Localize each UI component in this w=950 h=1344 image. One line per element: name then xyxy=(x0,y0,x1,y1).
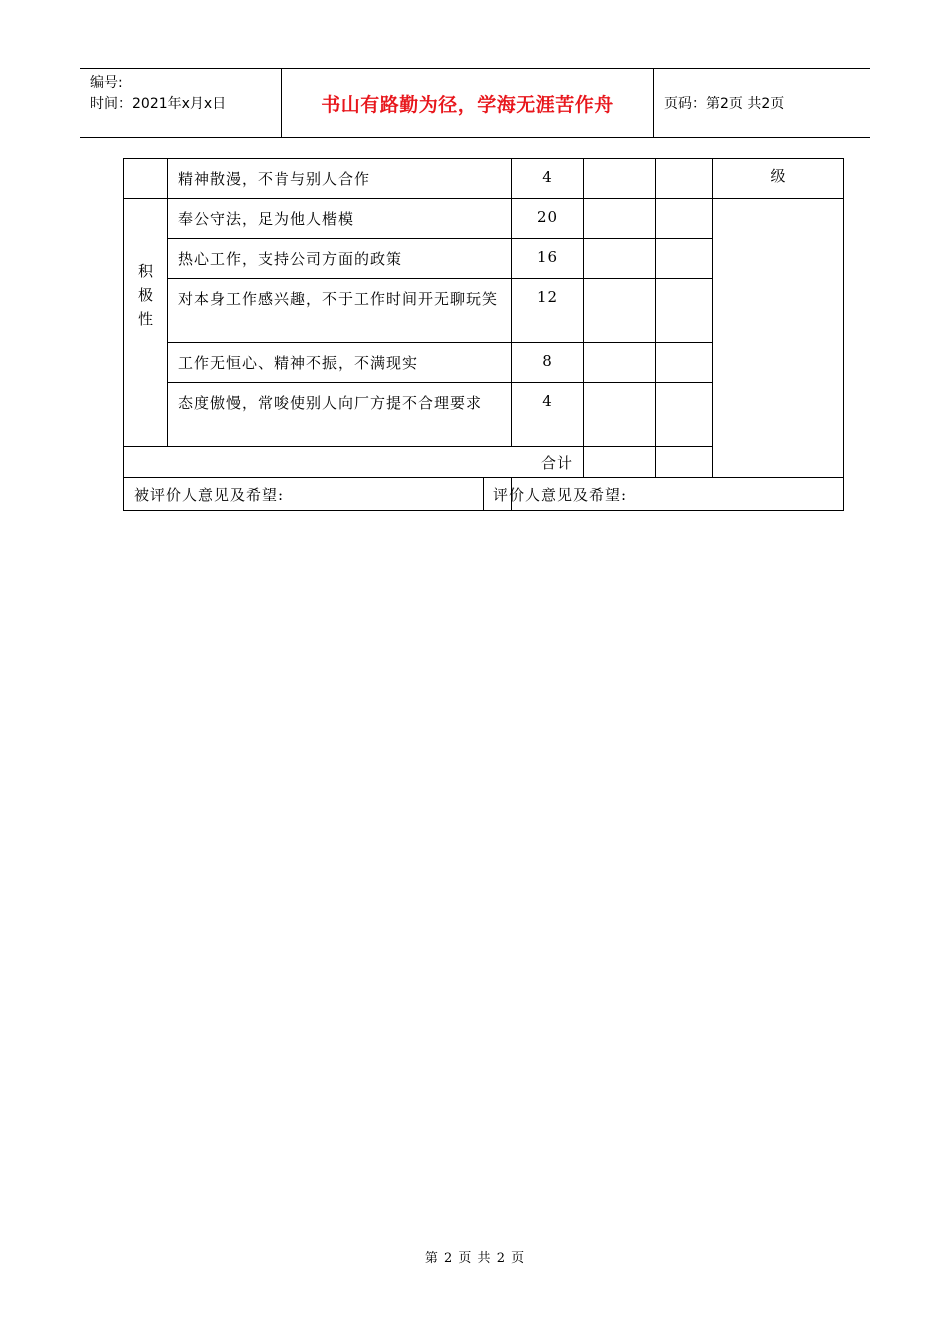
criterion-description: 奉公守法，足为他人楷模 xyxy=(168,199,512,239)
total-self-cell[interactable] xyxy=(584,447,656,478)
supervisor-rating-cell[interactable] xyxy=(656,239,713,279)
criterion-score: 16 xyxy=(512,239,584,279)
category-cell-empty xyxy=(124,159,168,199)
code-label: 编号: xyxy=(90,75,123,91)
table-row xyxy=(124,159,844,199)
self-rating-cell[interactable] xyxy=(584,383,656,447)
criterion-score: 12 xyxy=(512,279,584,343)
evaluation-table xyxy=(123,158,844,511)
opinion-divider xyxy=(483,478,484,510)
criterion-description: 精神散漫，不肯与别人合作 xyxy=(168,159,512,199)
supervisor-rating-cell[interactable] xyxy=(656,279,713,343)
self-rating-cell[interactable] xyxy=(584,159,656,199)
criterion-score: 8 xyxy=(512,343,584,383)
self-rating-cell[interactable] xyxy=(584,279,656,343)
header-page-label: 页码：第2页 共2页 xyxy=(664,96,785,112)
supervisor-rating-cell[interactable] xyxy=(656,159,713,199)
total-supervisor-cell[interactable] xyxy=(656,447,713,478)
evaluatee-opinion-label: 被评价人意见及希望: xyxy=(134,486,285,504)
self-rating-cell[interactable] xyxy=(584,343,656,383)
criterion-score: 20 xyxy=(512,199,584,239)
evaluator-opinion[interactable] xyxy=(493,478,844,511)
criterion-score: 4 xyxy=(512,383,584,447)
criterion-description: 工作无恒心、精神不振，不满现实 xyxy=(168,343,512,383)
date-label: 时间：2021年x月x日 xyxy=(90,96,227,112)
criterion-score: 4 xyxy=(512,159,584,199)
criterion-description: 对本身工作感兴趣，不于工作时间开无聊玩笑 xyxy=(168,279,512,343)
supervisor-rating-cell[interactable] xyxy=(656,343,713,383)
header-motto: 书山有路勤为径，学海无涯苦作舟 xyxy=(281,69,654,137)
header-meta xyxy=(80,69,281,137)
page-footer: 第 2 页 共 2 页 xyxy=(424,1251,526,1266)
table-row xyxy=(124,199,844,239)
criterion-description: 态度傲慢，常唆使别人向厂方提不合理要求 xyxy=(168,383,512,447)
evaluatee-opinion[interactable] xyxy=(124,478,512,511)
opinion-row xyxy=(124,478,844,511)
total-label: 合计 xyxy=(124,447,584,478)
self-rating-cell[interactable] xyxy=(584,199,656,239)
page-header xyxy=(80,68,870,138)
supervisor-rating-cell[interactable] xyxy=(656,383,713,447)
supervisor-rating-cell[interactable] xyxy=(656,199,713,239)
grade-cell-merged xyxy=(713,199,844,478)
self-rating-cell[interactable] xyxy=(584,239,656,279)
evaluator-opinion-label: 评价人意见及希望: xyxy=(493,486,628,504)
criterion-description: 热心工作，支持公司方面的政策 xyxy=(168,239,512,279)
category-initiative-label: 积 极 性 xyxy=(137,261,153,328)
grade-cell: 级 xyxy=(713,159,844,199)
category-initiative xyxy=(124,199,168,447)
